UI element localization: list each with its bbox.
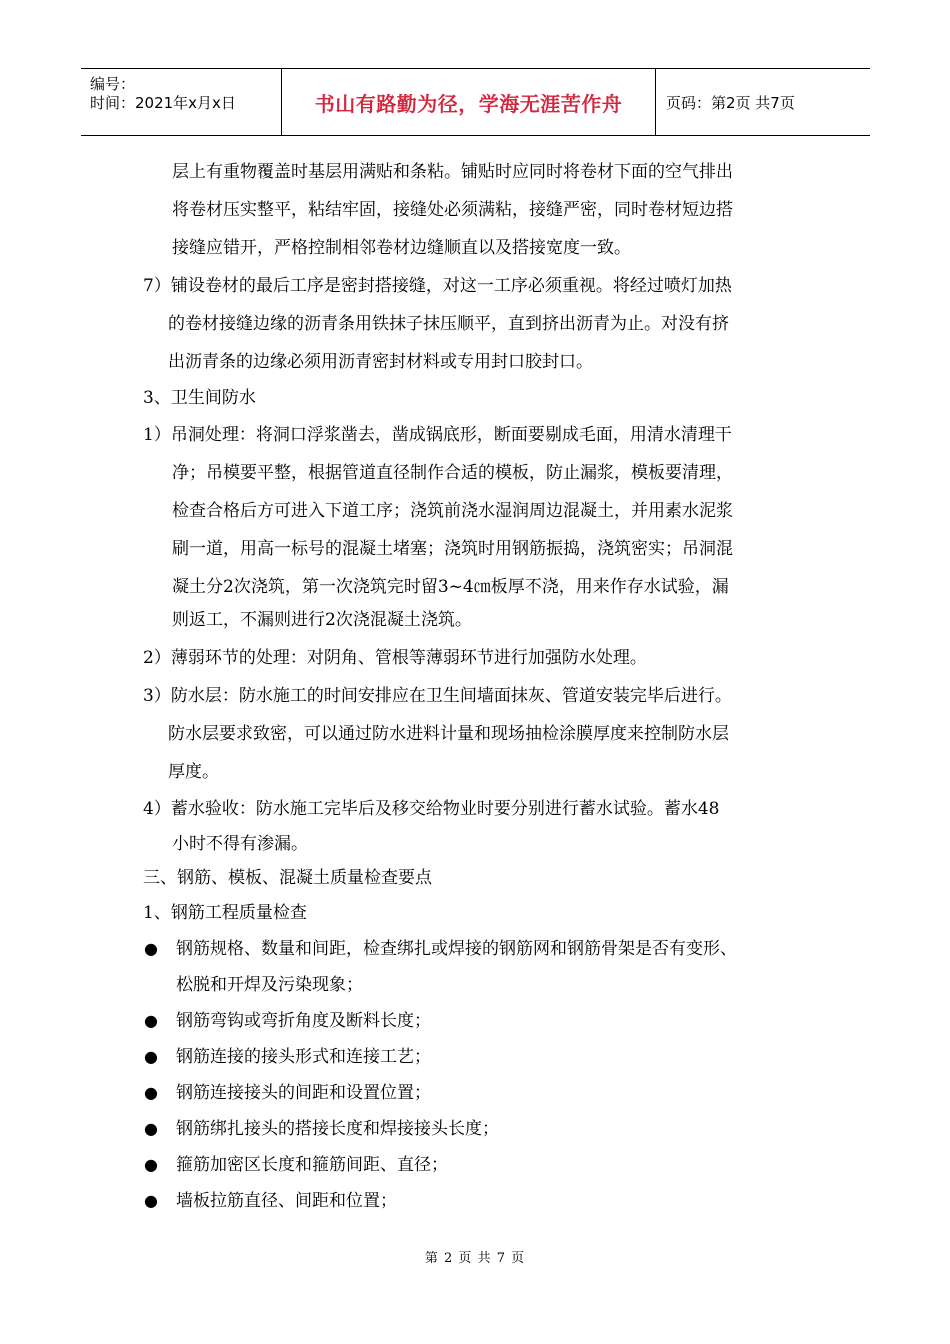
header-meta xyxy=(81,69,282,135)
list-item: 钢筋绑扎接头的搭接长度和焊接接头长度； xyxy=(176,1119,499,1139)
list-item: 箍筋加密区长度和箍筋间距、直径； xyxy=(176,1155,448,1175)
header-motto-cell xyxy=(282,69,656,135)
body-line: 净；吊模要平整，根据管道直径制作合适的模板，防止漏浆，模板要清理， xyxy=(172,463,733,483)
bullet-icon: ● xyxy=(144,939,158,958)
bullet-icon: ● xyxy=(144,1191,158,1210)
page-footer: 第 2 页 共 7 页 xyxy=(424,1251,526,1266)
body-line: 则返工，不漏则进行2次浇混凝土浇筑。 xyxy=(172,610,472,630)
document-header xyxy=(81,68,870,136)
section-heading: 三、钢筋、模板、混凝土质量检查要点 xyxy=(143,868,432,888)
header-motto: 书山有路勤为径，学海无涯苦作舟 xyxy=(314,91,623,116)
body-line: 3）防水层：防水施工的时间安排应在卫生间墙面抹灰、管道安装完毕后进行。 xyxy=(143,686,732,706)
body-line: 4）蓄水验收：防水施工完毕后及移交给物业时要分别进行蓄水试验。蓄水48 xyxy=(143,799,720,819)
list-item: 钢筋弯钩或弯折角度及断料长度； xyxy=(176,1011,431,1031)
header-page-info: 页码：第2页 共7页 xyxy=(666,93,795,112)
body-line: 将卷材压实整平，粘结牢固，接缝处必须满粘，接缝严密，同时卷材短边搭 xyxy=(172,200,733,220)
header-number-label: 编号： xyxy=(90,75,136,93)
body-line: 的卷材接缝边缘的沥青条用铁抹子抹压顺平，直到挤出沥青为止。对没有挤 xyxy=(168,314,729,334)
body-line: 出沥青条的边缘必须用沥青密封材料或专用封口胶封口。 xyxy=(168,352,593,372)
header-page-cell xyxy=(656,69,870,135)
header-date: 时间：2021年x月x日 xyxy=(90,94,236,112)
subsection-heading: 1、钢筋工程质量检查 xyxy=(143,903,307,923)
body-line: 层上有重物覆盖时基层用满贴和条粘。铺贴时应同时将卷材下面的空气排出 xyxy=(172,162,733,182)
list-item: 钢筋连接的接头形式和连接工艺； xyxy=(176,1047,431,1067)
body-line: 刷一道，用高一标号的混凝土堵塞；浇筑时用钢筋振捣，浇筑密实；吊洞混 xyxy=(172,539,733,559)
list-item: 墙板拉筋直径、间距和位置； xyxy=(176,1191,397,1211)
list-item: 松脱和开焊及污染现象； xyxy=(176,975,363,995)
bullet-icon: ● xyxy=(144,1155,158,1174)
bullet-icon: ● xyxy=(144,1119,158,1138)
bullet-icon: ● xyxy=(144,1047,158,1066)
body-line: 接缝应错开，严格控制相邻卷材边缝顺直以及搭接宽度一致。 xyxy=(172,238,631,258)
body-line: 检查合格后方可进入下道工序；浇筑前浇水湿润周边混凝土，并用素水泥浆 xyxy=(172,501,733,521)
body-line: 7）铺设卷材的最后工序是密封搭接缝，对这一工序必须重视。将经过喷灯加热 xyxy=(143,276,732,296)
bullet-icon: ● xyxy=(144,1083,158,1102)
list-item: 钢筋规格、数量和间距，检查绑扎或焊接的钢筋网和钢筋骨架是否有变形、 xyxy=(176,939,737,959)
body-line: 厚度。 xyxy=(168,762,219,782)
list-item: 钢筋连接接头的间距和设置位置； xyxy=(176,1083,431,1103)
body-line: 小时不得有渗漏。 xyxy=(172,834,308,854)
body-line: 防水层要求致密，可以通过防水进料计量和现场抽检涂膜厚度来控制防水层 xyxy=(168,724,729,744)
body-line: 1）吊洞处理：将洞口浮浆凿去，凿成锅底形，断面要剔成毛面，用清水清理干 xyxy=(143,425,732,445)
section-heading: 3、卫生间防水 xyxy=(143,388,256,408)
bullet-icon: ● xyxy=(144,1011,158,1030)
body-line: 凝土分2次浇筑，第一次浇筑完时留3~4㎝板厚不浇，用来作存水试验，漏 xyxy=(172,577,729,597)
body-line: 2）薄弱环节的处理：对阴角、管根等薄弱环节进行加强防水处理。 xyxy=(143,648,647,668)
